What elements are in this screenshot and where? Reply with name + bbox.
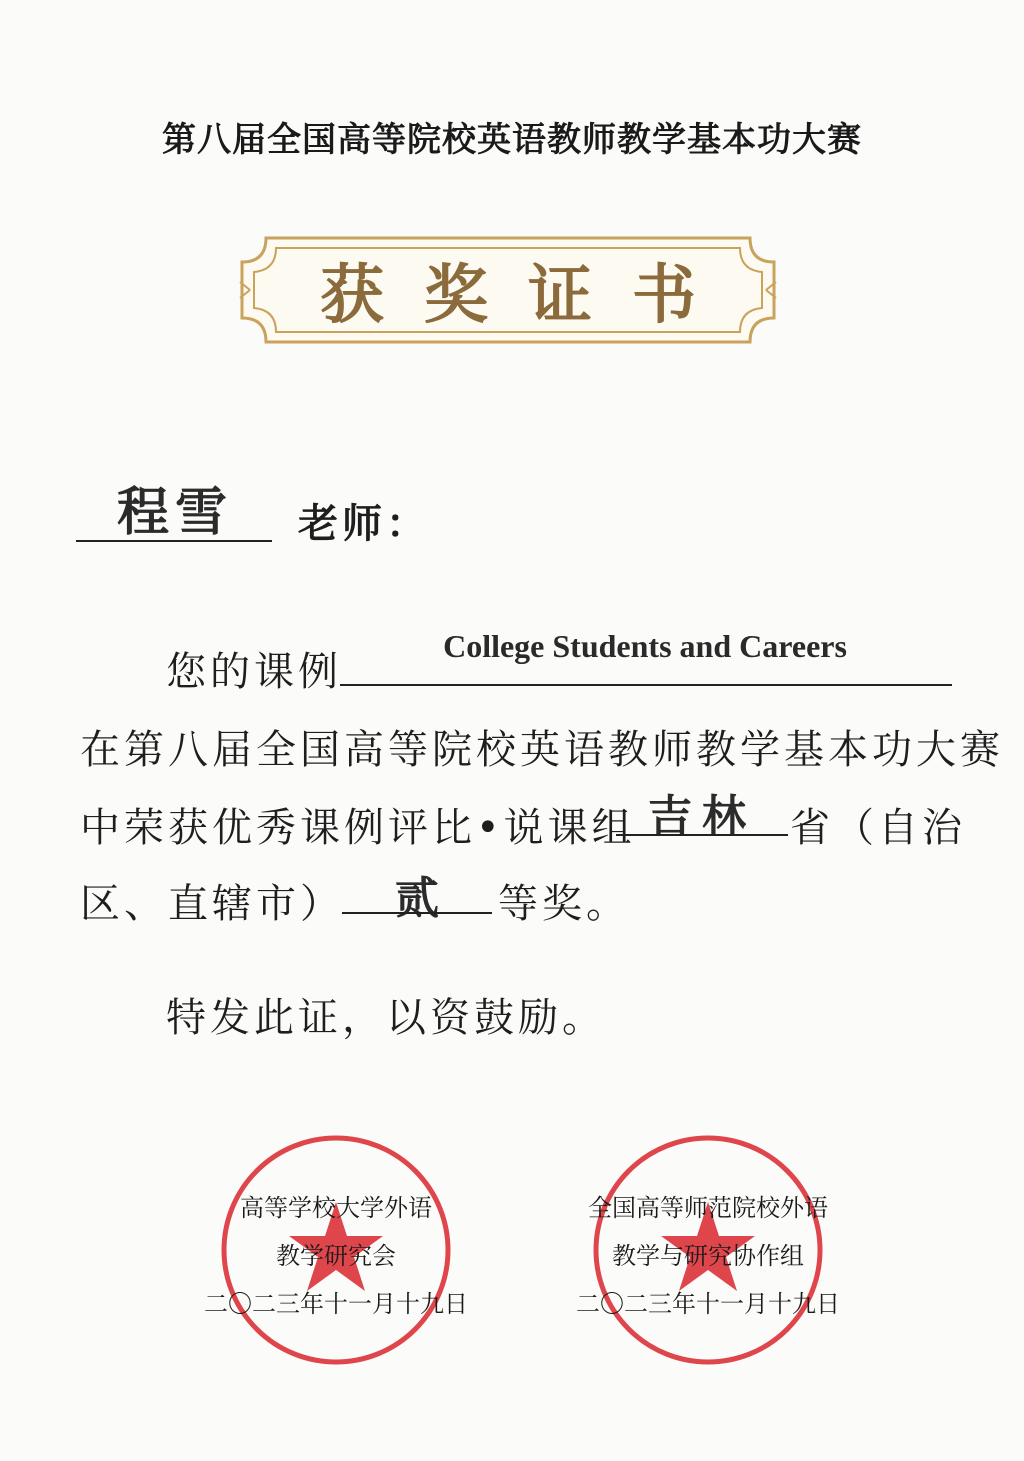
honorific: 老师： (298, 500, 430, 547)
certificate-banner (236, 232, 780, 348)
issuer-left-name-2: 教学研究会 (276, 1242, 396, 1270)
rank-underline (342, 912, 492, 914)
course-label: 您的课例 (166, 649, 342, 695)
province-underline (616, 834, 788, 836)
body-line-3-suffix: 等奖。 (498, 881, 630, 927)
issuer-left (176, 1130, 496, 1390)
issuer-right (548, 1130, 868, 1390)
course-underline (340, 684, 952, 686)
issuer-right-date: 二〇二三年十一月十九日 (576, 1290, 840, 1318)
issuer-left-date: 二〇二三年十一月十九日 (204, 1290, 468, 1318)
issuer-left-name-1: 高等学校大学外语 (240, 1194, 432, 1222)
province-value: 吉林 (648, 791, 756, 842)
competition-title: 第八届全国高等院校英语教师教学基本功大赛 (162, 120, 862, 160)
closing-statement: 特发此证，以资鼓励。 (166, 995, 606, 1041)
course-title: College Students and Careers (443, 628, 847, 664)
body-line-2-suffix: 省（自治 (790, 805, 966, 851)
body-line-2-prefix: 中荣获优秀课例评比•说课组 (80, 805, 636, 851)
issuer-right-name-1: 全国高等师范院校外语 (588, 1194, 828, 1222)
rank-value: 贰 (395, 873, 439, 924)
body-line-3-prefix: 区、直辖市） (80, 881, 344, 927)
issuer-right-name-2: 教学与研究协作组 (612, 1242, 804, 1270)
certificate-title: 获奖证书 (320, 259, 736, 333)
name-underline (76, 540, 272, 542)
recipient-name: 程雪 (116, 482, 233, 543)
body-line-1: 在第八届全国高等院校英语教师教学基本功大赛 (80, 727, 1004, 773)
